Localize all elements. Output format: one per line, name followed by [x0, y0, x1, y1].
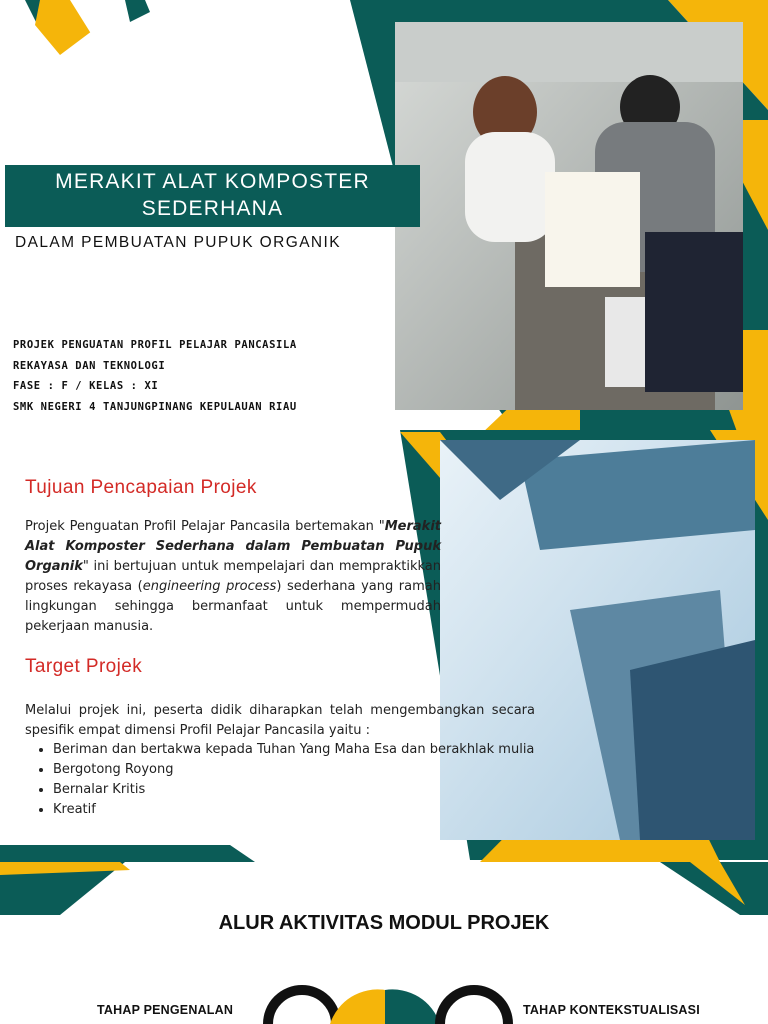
title-box: [5, 165, 420, 227]
tujuan-text-2: " ini bertujuan untuk mempelajari dan mempraktikkan proses rekayasa (: [25, 559, 441, 594]
meta-line: SMK NEGERI 4 TANJUNGPINANG KEPULAUAN RIAU: [13, 400, 297, 413]
list-item: • Beriman dan bertakwa kepada Tuhan Yang Maha Esa dan berakhlak mulia: [53, 740, 534, 760]
meta-line: PROJEK PENGUATAN PROFIL PELAJAR PANCASILA: [13, 339, 297, 351]
tahap-pengenalan-label: TAHAP PENGENALAN: [97, 1003, 234, 1017]
title-line-1: MERAKIT ALAT KOMPOSTER: [55, 170, 370, 193]
subtitle: DALAM PEMBUATAN PUPUK ORGANIK: [15, 234, 341, 251]
target-intro: Melalui projek ini, peserta didik diharapkan telah mengembangkan secara spesifik empat dimensi Profil Pelajar Pancasila yaitu :: [25, 703, 535, 738]
tujuan-paragraph: [25, 517, 441, 637]
list-item: • Bernalar Kritis: [53, 780, 534, 800]
list-item: • Bergotong Royong: [53, 760, 534, 780]
tahap-kontekstualisasi-label: TAHAP KONTEKSTUALISASI: [523, 1003, 700, 1017]
meta-line: FASE : F / KELAS : XI: [13, 380, 159, 392]
tujuan-theme-emphasis: Merakit Alat Komposter Sederhana dalam Pembuatan Pupuk Organik: [25, 519, 441, 574]
title-line-2: SEDERHANA: [141, 197, 284, 220]
tujuan-text-1: Projek Penguatan Profil Pelajar Pancasila bertemakan ": [25, 519, 385, 534]
list-item: • Kreatif: [53, 800, 534, 820]
tujuan-heading: Tujuan Pencapaian Projek: [25, 477, 257, 498]
meta-line: REKAYASA DAN TEKNOLOGI: [13, 359, 166, 372]
meeting-photo: [395, 22, 743, 410]
tujuan-engineering-emphasis: engineering process: [142, 579, 277, 594]
target-heading: Target Projek: [25, 656, 143, 677]
target-list: [25, 740, 534, 820]
project-meta: [13, 335, 297, 417]
flow-title: ALUR AKTIVITAS MODUL PROJEK: [218, 912, 550, 934]
tujuan-text-3: ) sederhana yang ramah lingkungan sehingga bermanfaat untuk mempermudah pekerjaan manusia.: [25, 579, 441, 634]
